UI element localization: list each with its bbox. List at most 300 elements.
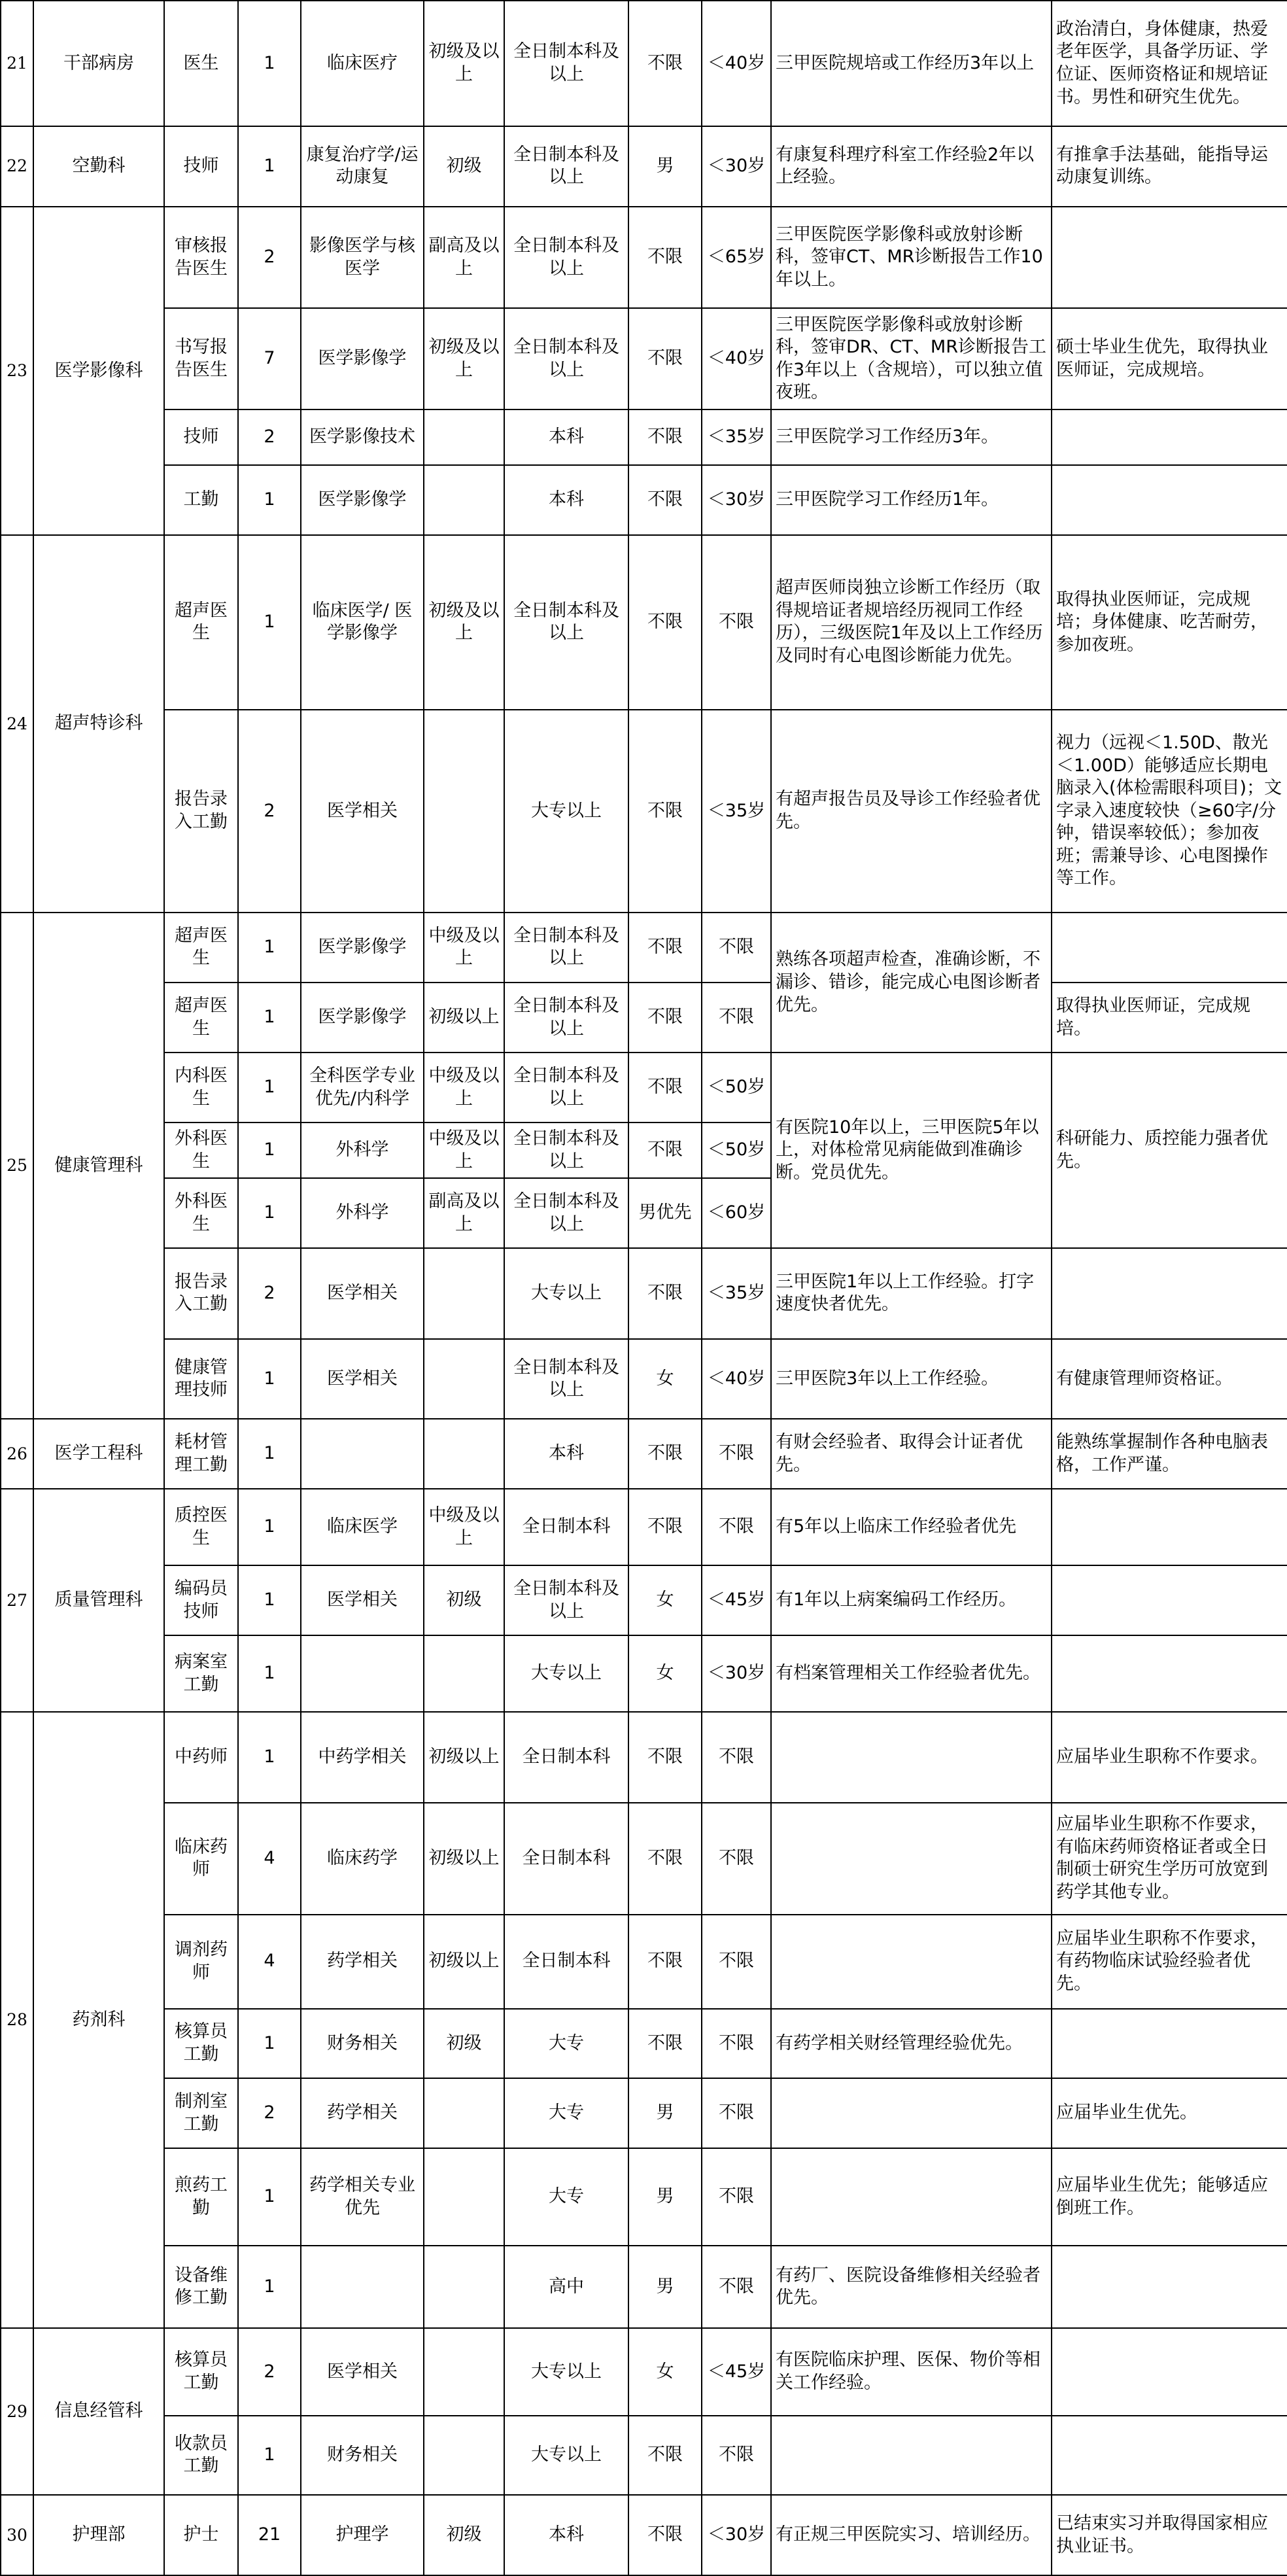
table-row — [1, 913, 1287, 983]
experience-requirement: 三甲医院学习工作经历1年。 — [771, 465, 1052, 535]
post-name: 病案室工勤 — [164, 1635, 238, 1712]
professional-title: 初级 — [424, 2009, 504, 2079]
headcount: 7 — [238, 308, 301, 409]
department-name: 护理部 — [33, 2495, 164, 2575]
table-row — [1, 1248, 1287, 1339]
other-requirement: 应届毕业生优先。 — [1052, 2078, 1287, 2148]
age-limit: ＜60岁 — [702, 1178, 771, 1248]
education: 全日制本科及以上 — [504, 535, 628, 710]
experience-requirement: 有药学相关财经管理经验优先。 — [771, 2009, 1052, 2079]
gender: 不限 — [628, 913, 702, 983]
age-limit: ＜35岁 — [702, 409, 771, 465]
gender: 男 — [628, 2148, 702, 2246]
professional-title — [424, 2328, 504, 2415]
education: 全日制本科及以上 — [504, 1339, 628, 1419]
age-limit: ＜30岁 — [702, 1635, 771, 1712]
other-requirement: 应届毕业生职称不作要求，有药物临床试验经验者优先。 — [1052, 1915, 1287, 2009]
row-number: 29 — [1, 2328, 33, 2495]
experience-requirement: 三甲医院1年以上工作经验。打字速度快者优先。 — [771, 1248, 1052, 1339]
gender: 不限 — [628, 409, 702, 465]
row-number: 30 — [1, 2495, 33, 2575]
gender: 不限 — [628, 983, 702, 1053]
headcount: 2 — [238, 207, 301, 309]
gender: 不限 — [628, 207, 702, 309]
professional-title: 副高及以上 — [424, 207, 504, 309]
major: 外科学 — [301, 1123, 424, 1178]
major — [301, 1419, 424, 1489]
row-number: 28 — [1, 1712, 33, 2328]
other-requirement: 已结束实习并取得国家相应执业证书。 — [1052, 2495, 1287, 2575]
major: 医学相关 — [301, 1248, 424, 1339]
department-name: 空勤科 — [33, 126, 164, 207]
post-name: 外科医生 — [164, 1123, 238, 1178]
table-row — [1, 1635, 1287, 1712]
experience-requirement — [771, 1803, 1052, 1915]
post-name: 质控医生 — [164, 1489, 238, 1565]
education: 大专 — [504, 2009, 628, 2079]
other-requirement: 科研能力、质控能力强者优先。 — [1052, 1053, 1287, 1248]
other-requirement — [1052, 1248, 1287, 1339]
other-requirement: 有推拿手法基础，能指导运动康复训练。 — [1052, 126, 1287, 207]
post-name: 核算员工勤 — [164, 2009, 238, 2079]
gender: 不限 — [628, 1248, 702, 1339]
other-requirement — [1052, 913, 1287, 983]
other-requirement: 硕士毕业生优先，取得执业医师证，完成规培。 — [1052, 308, 1287, 409]
education: 全日制本科 — [504, 1712, 628, 1803]
headcount: 2 — [238, 2078, 301, 2148]
row-number: 22 — [1, 126, 33, 207]
age-limit: 不限 — [702, 2246, 771, 2328]
major: 临床医疗 — [301, 1, 424, 126]
table-row — [1, 1915, 1287, 2009]
age-limit: 不限 — [702, 2078, 771, 2148]
headcount: 1 — [238, 465, 301, 535]
other-requirement: 有健康管理师资格证。 — [1052, 1339, 1287, 1419]
gender: 不限 — [628, 308, 702, 409]
post-name: 调剂药师 — [164, 1915, 238, 2009]
major: 康复治疗学/运动康复 — [301, 126, 424, 207]
headcount: 1 — [238, 126, 301, 207]
experience-requirement — [771, 2416, 1052, 2496]
major: 医学相关 — [301, 1565, 424, 1635]
headcount: 1 — [238, 913, 301, 983]
age-limit: 不限 — [702, 1419, 771, 1489]
post-name: 书写报告医生 — [164, 308, 238, 409]
professional-title: 初级以上 — [424, 1712, 504, 1803]
other-requirement — [1052, 2416, 1287, 2496]
post-name: 收款员工勤 — [164, 2416, 238, 2496]
professional-title: 中级及以上 — [424, 1123, 504, 1178]
professional-title — [424, 409, 504, 465]
education: 全日制本科及以上 — [504, 308, 628, 409]
table-row — [1, 1, 1287, 126]
other-requirement — [1052, 409, 1287, 465]
age-limit: 不限 — [702, 1712, 771, 1803]
row-number: 26 — [1, 1419, 33, 1489]
age-limit: ＜35岁 — [702, 1248, 771, 1339]
table-row — [1, 207, 1287, 309]
gender: 男 — [628, 2246, 702, 2328]
gender: 女 — [628, 1565, 702, 1635]
age-limit: ＜40岁 — [702, 1, 771, 126]
headcount: 1 — [238, 535, 301, 710]
major: 医学影像技术 — [301, 409, 424, 465]
education: 本科 — [504, 1419, 628, 1489]
table-body — [1, 1, 1287, 2575]
major: 医学影像学 — [301, 913, 424, 983]
headcount: 1 — [238, 1489, 301, 1565]
headcount: 4 — [238, 1915, 301, 2009]
row-number: 24 — [1, 535, 33, 913]
headcount: 1 — [238, 1635, 301, 1712]
other-requirement: 能熟练掌握制作各种电脑表格，工作严谨。 — [1052, 1419, 1287, 1489]
post-name: 制剂室工勤 — [164, 2078, 238, 2148]
table-row — [1, 1339, 1287, 1419]
experience-requirement — [771, 2148, 1052, 2246]
experience-requirement: 有医院10年以上，三甲医院5年以上，对体检常见病能做到准确诊断。党员优先。 — [771, 1053, 1052, 1248]
post-name: 中药师 — [164, 1712, 238, 1803]
department-name: 质量管理科 — [33, 1489, 164, 1712]
table-row — [1, 1565, 1287, 1635]
professional-title — [424, 1248, 504, 1339]
headcount: 1 — [238, 1712, 301, 1803]
professional-title — [424, 710, 504, 913]
table-row — [1, 2246, 1287, 2328]
major: 医学相关 — [301, 2328, 424, 2415]
post-name: 审核报告医生 — [164, 207, 238, 309]
education: 全日制本科 — [504, 1915, 628, 2009]
gender: 不限 — [628, 2416, 702, 2496]
age-limit: ＜30岁 — [702, 2495, 771, 2575]
headcount: 2 — [238, 2328, 301, 2415]
post-name: 临床药师 — [164, 1803, 238, 1915]
age-limit: ＜40岁 — [702, 1339, 771, 1419]
table-row — [1, 535, 1287, 710]
age-limit: ＜30岁 — [702, 126, 771, 207]
professional-title: 初级 — [424, 126, 504, 207]
headcount: 1 — [238, 1565, 301, 1635]
experience-requirement: 有药厂、医院设备维修相关经验者优先。 — [771, 2246, 1052, 2328]
age-limit: ＜30岁 — [702, 465, 771, 535]
major: 临床医学 — [301, 1489, 424, 1565]
table-row — [1, 1803, 1287, 1915]
post-name: 技师 — [164, 409, 238, 465]
professional-title: 初级以上 — [424, 1915, 504, 2009]
education: 大专以上 — [504, 1248, 628, 1339]
gender: 女 — [628, 1339, 702, 1419]
gender: 不限 — [628, 1, 702, 126]
professional-title: 初级及以上 — [424, 535, 504, 710]
professional-title: 初级 — [424, 1565, 504, 1635]
education: 本科 — [504, 409, 628, 465]
headcount: 1 — [238, 2148, 301, 2246]
other-requirement — [1052, 1489, 1287, 1565]
education: 大专以上 — [504, 2328, 628, 2415]
other-requirement — [1052, 2246, 1287, 2328]
headcount: 1 — [238, 1339, 301, 1419]
professional-title — [424, 1635, 504, 1712]
professional-title: 中级及以上 — [424, 1489, 504, 1565]
education: 本科 — [504, 2495, 628, 2575]
post-name: 内科医生 — [164, 1053, 238, 1123]
age-limit: 不限 — [702, 913, 771, 983]
education: 本科 — [504, 465, 628, 535]
department-name: 干部病房 — [33, 1, 164, 126]
age-limit: ＜50岁 — [702, 1053, 771, 1123]
professional-title — [424, 1339, 504, 1419]
education: 全日制本科及以上 — [504, 1, 628, 126]
table-row — [1, 2148, 1287, 2246]
other-requirement: 视力（远视＜1.50D、散光＜1.00D）能够适应长期电脑录入(体检需眼科项目)；文字录入速度较快（≥60字/分钟，错误率较低）；参加夜班；需兼导诊、心电图操作等工作。 — [1052, 710, 1287, 913]
experience-requirement — [771, 1915, 1052, 2009]
table-row — [1, 2078, 1287, 2148]
education: 高中 — [504, 2246, 628, 2328]
department-name: 药剂科 — [33, 1712, 164, 2328]
professional-title: 初级以上 — [424, 983, 504, 1053]
professional-title: 中级及以上 — [424, 913, 504, 983]
table-row — [1, 710, 1287, 913]
post-name: 超声医生 — [164, 983, 238, 1053]
other-requirement — [1052, 1565, 1287, 1635]
education: 全日制本科及以上 — [504, 1178, 628, 1248]
age-limit: ＜45岁 — [702, 2328, 771, 2415]
headcount: 1 — [238, 1, 301, 126]
post-name: 设备维修工勤 — [164, 2246, 238, 2328]
major: 财务相关 — [301, 2009, 424, 2079]
post-name: 健康管理技师 — [164, 1339, 238, 1419]
table-row — [1, 2416, 1287, 2496]
experience-requirement: 三甲医院医学影像科或放射诊断科，签审CT、MR诊断报告工作10年以上。 — [771, 207, 1052, 309]
major: 药学相关 — [301, 1915, 424, 2009]
gender: 不限 — [628, 2009, 702, 2079]
major: 药学相关专业优先 — [301, 2148, 424, 2246]
major: 中药学相关 — [301, 1712, 424, 1803]
post-name: 护士 — [164, 2495, 238, 2575]
experience-requirement: 有康复科理疗科室工作经验2年以上经验。 — [771, 126, 1052, 207]
table-row — [1, 1489, 1287, 1565]
major: 医学相关 — [301, 1339, 424, 1419]
major: 财务相关 — [301, 2416, 424, 2496]
education: 全日制本科及以上 — [504, 913, 628, 983]
gender: 不限 — [628, 1489, 702, 1565]
row-number: 27 — [1, 1489, 33, 1712]
age-limit: 不限 — [702, 1915, 771, 2009]
row-number: 21 — [1, 1, 33, 126]
experience-requirement — [771, 1712, 1052, 1803]
gender: 不限 — [628, 710, 702, 913]
department-name: 超声特诊科 — [33, 535, 164, 913]
experience-requirement: 有医院临床护理、医保、物价等相关工作经验。 — [771, 2328, 1052, 2415]
experience-requirement: 有1年以上病案编码工作经历。 — [771, 1565, 1052, 1635]
experience-requirement: 有正规三甲医院实习、培训经历。 — [771, 2495, 1052, 2575]
table-row — [1, 2495, 1287, 2575]
post-name: 超声医生 — [164, 535, 238, 710]
major: 医学影像学 — [301, 308, 424, 409]
post-name: 报告录入工勤 — [164, 1248, 238, 1339]
gender: 不限 — [628, 535, 702, 710]
professional-title: 初级及以上 — [424, 308, 504, 409]
education: 大专以上 — [504, 2416, 628, 2496]
major: 医学影像学 — [301, 983, 424, 1053]
headcount: 1 — [238, 1123, 301, 1178]
experience-requirement: 三甲医院3年以上工作经验。 — [771, 1339, 1052, 1419]
age-limit: ＜50岁 — [702, 1123, 771, 1178]
other-requirement — [1052, 207, 1287, 309]
table-row — [1, 2328, 1287, 2415]
table-row — [1, 983, 1287, 1053]
education: 全日制本科及以上 — [504, 1565, 628, 1635]
experience-requirement: 三甲医院学习工作经历3年。 — [771, 409, 1052, 465]
major: 全科医学专业优先/内科学 — [301, 1053, 424, 1123]
post-name: 工勤 — [164, 465, 238, 535]
major: 临床医学/ 医学影像学 — [301, 535, 424, 710]
other-requirement — [1052, 465, 1287, 535]
age-limit: 不限 — [702, 1803, 771, 1915]
major — [301, 1635, 424, 1712]
table-row — [1, 409, 1287, 465]
department-name: 医学工程科 — [33, 1419, 164, 1489]
professional-title — [424, 2078, 504, 2148]
gender: 不限 — [628, 1915, 702, 2009]
row-number: 23 — [1, 207, 33, 535]
education: 大专 — [504, 2148, 628, 2246]
department-name: 信息经管科 — [33, 2328, 164, 2495]
headcount: 1 — [238, 1419, 301, 1489]
professional-title: 副高及以上 — [424, 1178, 504, 1248]
headcount: 1 — [238, 1053, 301, 1123]
age-limit: 不限 — [702, 983, 771, 1053]
major: 外科学 — [301, 1178, 424, 1248]
headcount: 1 — [238, 2009, 301, 2079]
table-row — [1, 465, 1287, 535]
age-limit: 不限 — [702, 2416, 771, 2496]
post-name: 外科医生 — [164, 1178, 238, 1248]
other-requirement: 取得执业医师证，完成规培。 — [1052, 983, 1287, 1053]
education: 全日制本科 — [504, 1489, 628, 1565]
gender: 不限 — [628, 1803, 702, 1915]
headcount: 1 — [238, 2246, 301, 2328]
age-limit: 不限 — [702, 2148, 771, 2246]
experience-requirement: 熟练各项超声检查，准确诊断，不漏诊、错诊，能完成心电图诊断者优先。 — [771, 913, 1052, 1053]
table-row — [1, 126, 1287, 207]
major: 护理学 — [301, 2495, 424, 2575]
professional-title: 初级 — [424, 2495, 504, 2575]
headcount: 1 — [238, 983, 301, 1053]
gender: 不限 — [628, 465, 702, 535]
professional-title — [424, 465, 504, 535]
gender: 不限 — [628, 1712, 702, 1803]
age-limit: ＜45岁 — [702, 1565, 771, 1635]
other-requirement: 应届毕业生优先；能够适应倒班工作。 — [1052, 2148, 1287, 2246]
gender: 不限 — [628, 1419, 702, 1489]
headcount: 4 — [238, 1803, 301, 1915]
education: 全日制本科 — [504, 1803, 628, 1915]
gender: 男 — [628, 126, 702, 207]
professional-title: 中级及以上 — [424, 1053, 504, 1123]
experience-requirement: 超声医师岗独立诊断工作经历（取得规培证者规培经历视同工作经历），三级医院1年及以上工作经历及同时有心电图诊断能力优先。 — [771, 535, 1052, 710]
professional-title: 初级及以上 — [424, 1, 504, 126]
gender: 不限 — [628, 1053, 702, 1123]
education: 大专以上 — [504, 710, 628, 913]
professional-title — [424, 2246, 504, 2328]
post-name: 编码员技师 — [164, 1565, 238, 1635]
age-limit: 不限 — [702, 2009, 771, 2079]
post-name: 报告录入工勤 — [164, 710, 238, 913]
headcount: 21 — [238, 2495, 301, 2575]
experience-requirement: 有超声报告员及导诊工作经验者优先。 — [771, 710, 1052, 913]
age-limit: 不限 — [702, 535, 771, 710]
department-name: 健康管理科 — [33, 913, 164, 1419]
post-name: 核算员工勤 — [164, 2328, 238, 2415]
education: 大专以上 — [504, 1635, 628, 1712]
headcount: 2 — [238, 1248, 301, 1339]
experience-requirement: 三甲医院规培或工作经历3年以上 — [771, 1, 1052, 126]
post-name: 煎药工勤 — [164, 2148, 238, 2246]
experience-requirement: 三甲医院医学影像科或放射诊断科，签审DR、CT、MR诊断报告工作3年以上（含规培），可以独立值夜班。 — [771, 308, 1052, 409]
major: 药学相关 — [301, 2078, 424, 2148]
professional-title — [424, 1419, 504, 1489]
headcount: 1 — [238, 1178, 301, 1248]
experience-requirement: 有档案管理相关工作经验者优先。 — [771, 1635, 1052, 1712]
age-limit: 不限 — [702, 1489, 771, 1565]
table-row — [1, 1053, 1287, 1123]
other-requirement: 应届毕业生职称不作要求。 — [1052, 1712, 1287, 1803]
education: 全日制本科及以上 — [504, 207, 628, 309]
education: 全日制本科及以上 — [504, 1053, 628, 1123]
age-limit: ＜35岁 — [702, 710, 771, 913]
other-requirement: 政治清白，身体健康，热爱老年医学，具备学历证、学位证、医师资格证和规培证书。男性和研究生优先。 — [1052, 1, 1287, 126]
major: 医学相关 — [301, 710, 424, 913]
professional-title: 初级以上 — [424, 1803, 504, 1915]
education: 大专 — [504, 2078, 628, 2148]
major: 医学影像学 — [301, 465, 424, 535]
row-number: 25 — [1, 913, 33, 1419]
education: 全日制本科及以上 — [504, 126, 628, 207]
headcount: 1 — [238, 2416, 301, 2496]
department-name: 医学影像科 — [33, 207, 164, 535]
table-row — [1, 308, 1287, 409]
education: 全日制本科及以上 — [504, 1123, 628, 1178]
gender: 不限 — [628, 1123, 702, 1178]
gender: 男 — [628, 2078, 702, 2148]
other-requirement — [1052, 1635, 1287, 1712]
gender: 不限 — [628, 2495, 702, 2575]
table-row — [1, 1419, 1287, 1489]
gender: 男优先 — [628, 1178, 702, 1248]
table-row — [1, 2009, 1287, 2079]
post-name: 技师 — [164, 126, 238, 207]
professional-title — [424, 2416, 504, 2496]
table-row — [1, 1712, 1287, 1803]
other-requirement: 取得执业医师证，完成规培；身体健康、吃苦耐劳，参加夜班。 — [1052, 535, 1287, 710]
experience-requirement: 有5年以上临床工作经验者优先 — [771, 1489, 1052, 1565]
post-name: 耗材管理工勤 — [164, 1419, 238, 1489]
post-name: 超声医生 — [164, 913, 238, 983]
other-requirement — [1052, 2009, 1287, 2079]
headcount: 2 — [238, 710, 301, 913]
post-name: 医生 — [164, 1, 238, 126]
major: 临床药学 — [301, 1803, 424, 1915]
major: 影像医学与核医学 — [301, 207, 424, 309]
gender: 女 — [628, 1635, 702, 1712]
headcount: 2 — [238, 409, 301, 465]
professional-title — [424, 2148, 504, 2246]
education: 全日制本科及以上 — [504, 983, 628, 1053]
gender: 女 — [628, 2328, 702, 2415]
major — [301, 2246, 424, 2328]
experience-requirement — [771, 2078, 1052, 2148]
age-limit: ＜65岁 — [702, 207, 771, 309]
